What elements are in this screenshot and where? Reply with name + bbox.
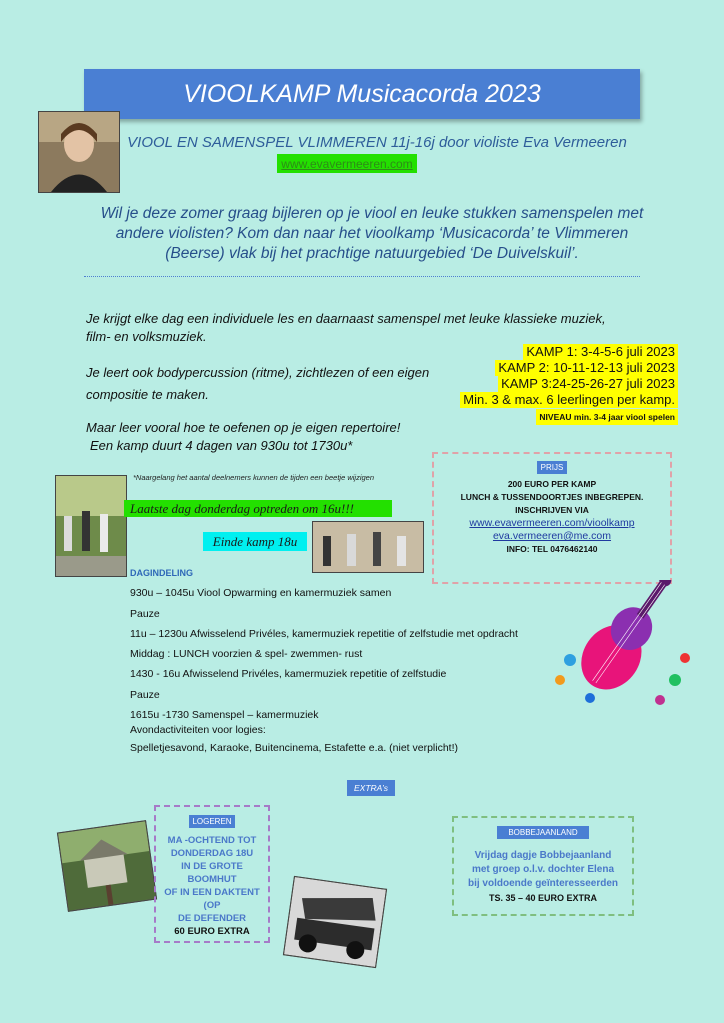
subtitle: VIOOL EN SAMENSPEL VLIMMEREN 11j-16j door violiste Eva Vermeeren [127,134,627,151]
email-link[interactable]: eva.vermeeren@me.com [492,530,612,542]
desc-p1 [86,310,646,346]
bobbejaanland-tag: BOBBEJAANLAND [497,826,589,839]
evening-activities: Spelletjesavond, Karaoke, Buitencinema, Estafette e.a. (niet verplicht!) [130,742,459,754]
camp-dates [458,344,678,425]
bobbejaanland-line-1: Vrijdag dagje Bobbejaanland [474,850,612,861]
page-title: VIOOLKAMP Musicacorda 2023 [183,79,541,108]
lodging-line-4: OF IN EEN DAKTENT (OP [164,887,260,911]
desc-p2-line2: compositie te maken. [86,387,209,402]
website-link[interactable]: www.evavermeeren.com [277,154,417,173]
violin-artwork [540,580,700,710]
bobbejaanland-box [452,816,634,916]
treehouse-photo [57,820,157,912]
extra-tag: EXTRA’s [347,780,395,796]
schedule-line-3: 11u – 1230u Afwisselend Privéles, kamermuziek repetitie of zelfstudie met opdracht [130,627,518,640]
lodging-line-1: MA -OCHTEND TOT [167,835,257,846]
price-includes: LUNCH & TUSSENDOORTJES INBEGREPEN. [460,492,644,502]
camp-level: NIVEAU min. 3-4 jaar viool spelen [536,409,678,425]
desc-p2 [86,364,446,404]
end-time-text: Einde kamp 18u [212,533,298,549]
register-link[interactable]: www.evavermeeren.com/vioolkamp [469,517,635,529]
lodging-line-2: DONDERDAG 18U [170,848,254,859]
portrait-photo [38,111,120,193]
lodging-price: 60 EURO EXTRA [174,926,250,937]
bobbejaanland-line-3: bij voldoende geïnteresseerden [467,878,619,889]
schedule-line-7: 1615u -1730 Samenspel – kamermuziek [130,709,319,722]
desc-p4: Een kamp duurt 4 dagen van 930u tot 1730u* [90,438,353,453]
intro-text: Wil je deze zomer graag bijleren op je viool en leuke stukken samenspelen met andere violisten? Kom dan naar het vioolkamp ‘Musicacorda’ te Vlimmeren (Beerse) vlak bij het prachtige natuurgebied ‘De Duivelskuil’. [100,205,644,262]
desc-p1-line1: Je krijgt elke dag een individuele les en daarnaast samenspel met leuke klassieke muziek, [86,311,606,326]
lodging-tag: LOGEREN [189,815,235,828]
page-title-banner [84,69,640,119]
desc-p2-line1: Je leert ook bodypercussion (ritme), zichtlezen of een eigen [86,365,430,380]
divider [84,276,640,277]
end-time-highlight [203,532,307,551]
time-note: *Naargelang het aantal deelnemers kunnen de tijden een beetje wijzigen [133,473,375,482]
price-tag: PRIJS [537,461,567,474]
schedule-line-2: Pauze [130,607,160,620]
lodging-line-5: DE DEFENDER [177,913,247,924]
camp-1: KAMP 1: 3-4-5-6 juli 2023 [523,344,678,360]
schedule-title: DAGINDELING [130,568,193,578]
last-day-text: Laatste dag donderdag optreden om 16u!!! [130,500,354,516]
camp-2: KAMP 2: 10-11-12-13 juli 2023 [495,360,678,376]
lodging-line-3: IN DE GROTE BOOMHUT [181,861,243,885]
schedule [130,563,550,725]
bobbejaanland-price: TS. 35 – 40 EURO EXTRA [488,893,598,903]
desc-p3: Maar leer vooral hoe te oefenen op je eigen repertoire! [86,420,401,435]
camp-size: Min. 3 & max. 6 leerlingen per kamp. [460,392,678,408]
schedule-line-4: Middag : LUNCH voorzien & spel- zwemmen- rust [130,648,363,661]
desc-p1-line2: film- en volksmuziek. [86,329,207,344]
concert-photo [55,475,127,577]
camp-3: KAMP 3:24-25-26-27 juli 2023 [498,376,678,392]
last-day-highlight [124,500,392,517]
price-amount: 200 EURO PER KAMP [507,479,597,489]
price-info: INFO: TEL 0476462140 [506,544,598,554]
price-register: INSCHRIJVEN VIA [515,505,589,515]
evening-title: Avondactiviteiten voor logies: [130,724,266,736]
schedule-line-5: 1430 - 16u Afwisselend Privéles, kamermuziek repetitie of zelfstudie [130,668,447,681]
lodging-box [154,805,270,943]
schedule-line-6: Pauze [130,688,160,701]
bobbejaanland-line-2: met groep o.l.v. dochter Elena [471,864,615,875]
schedule-line-1: 930u – 1045u Viool Opwarming en kamermuziek samen [130,587,392,600]
rooftent-photo [283,876,387,968]
